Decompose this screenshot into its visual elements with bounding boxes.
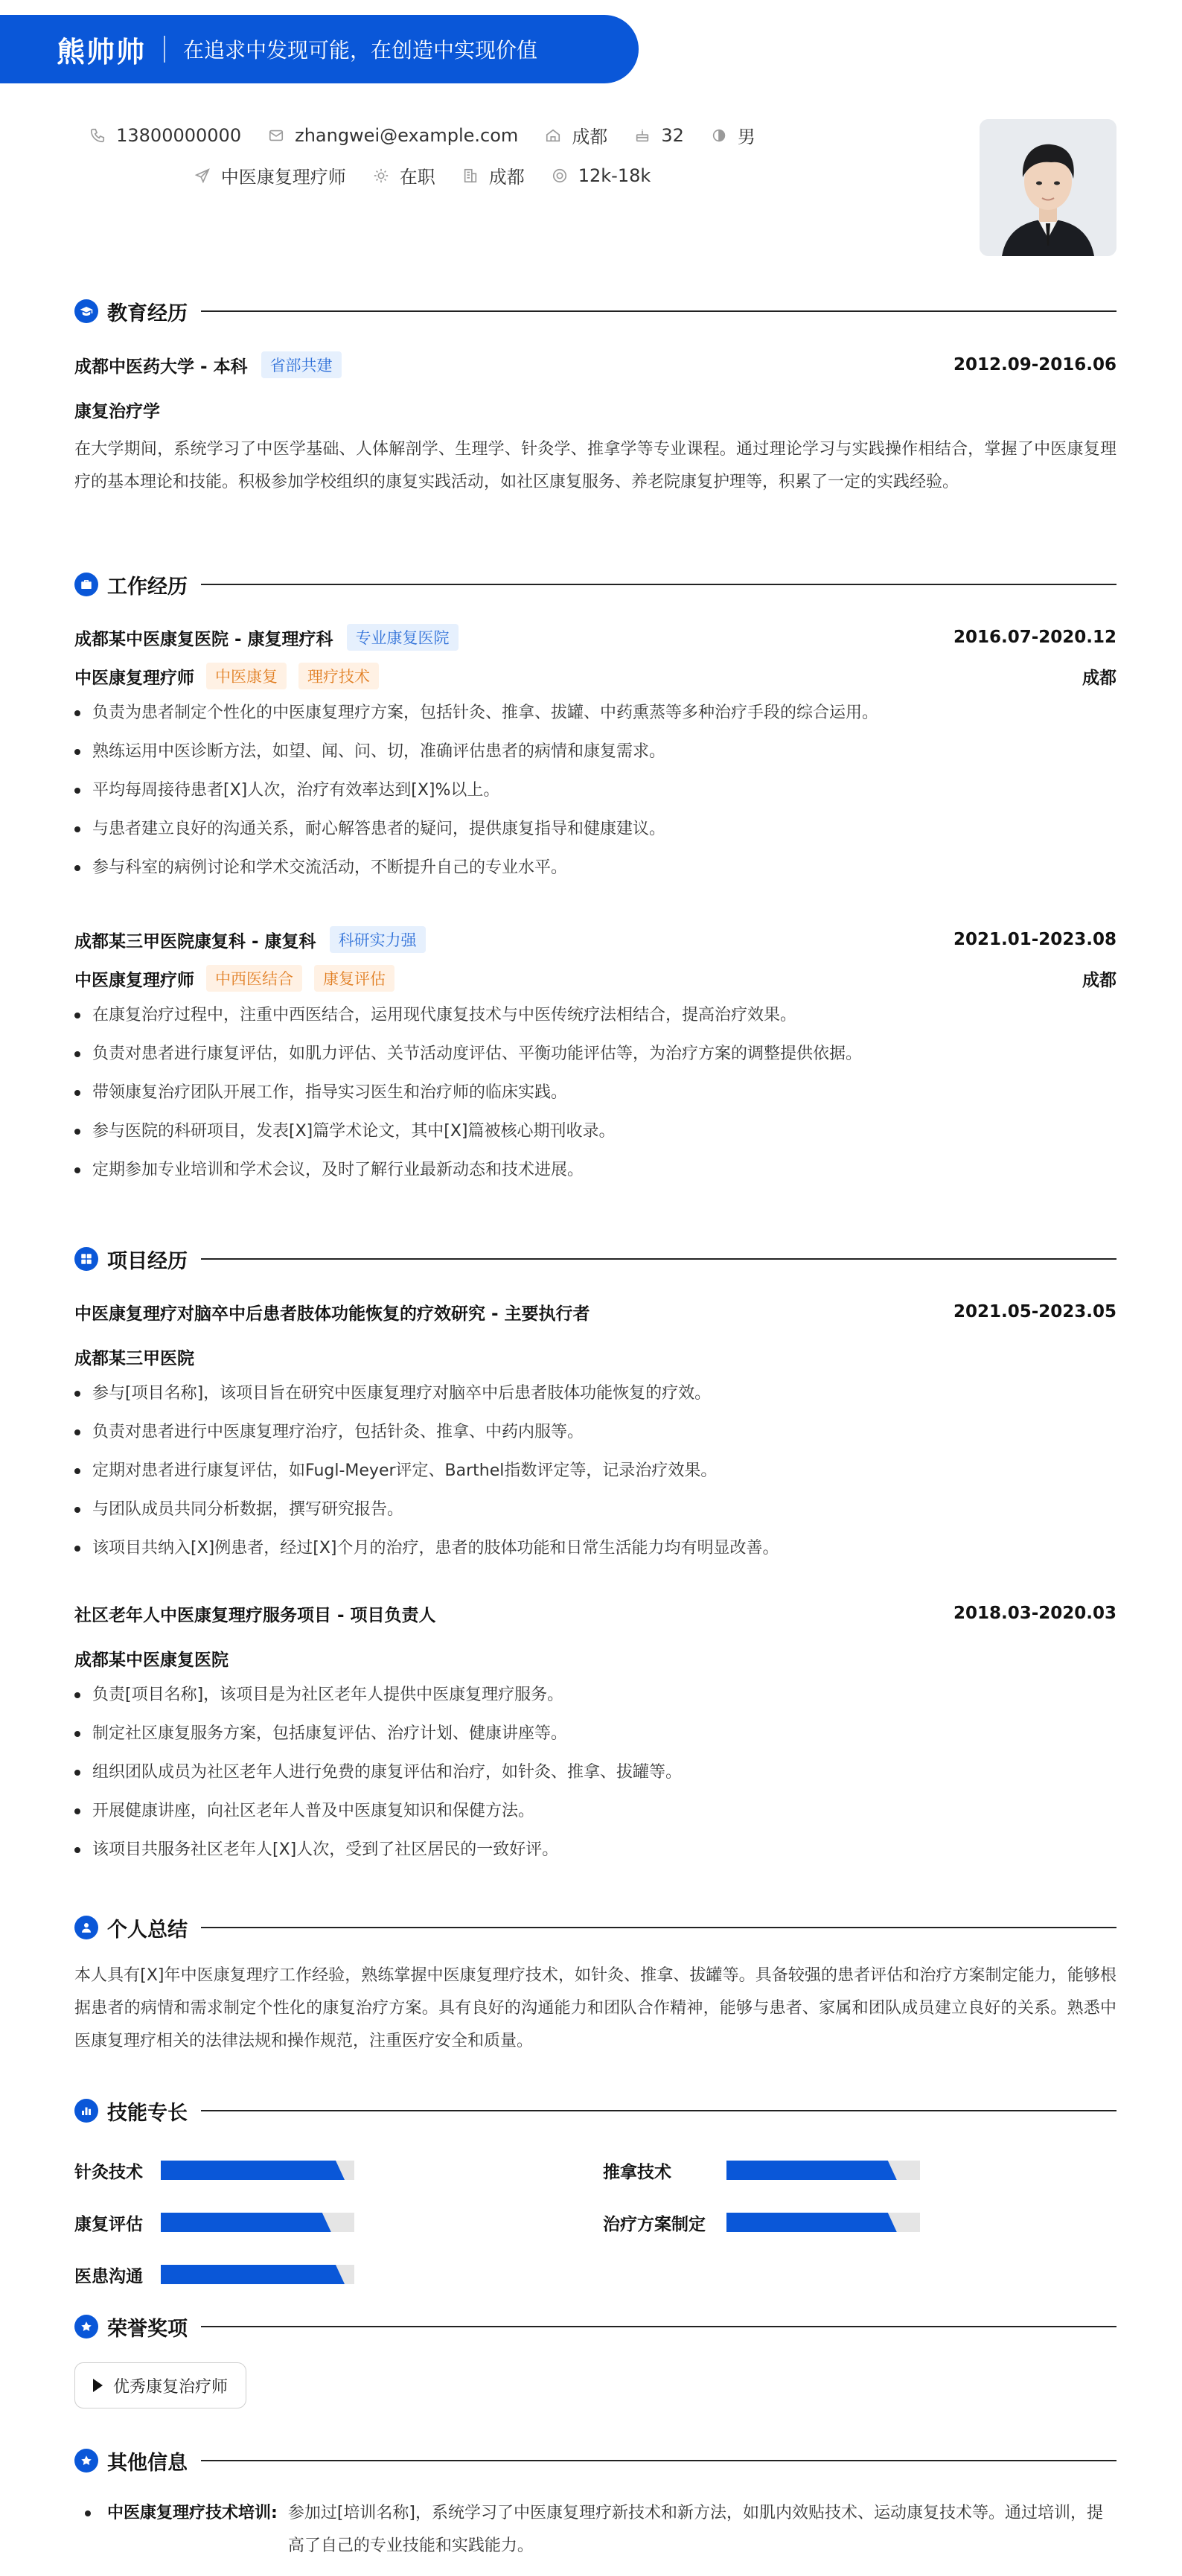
list-item: 平均每周接待患者[X]人次，治疗有效率达到[X]%以上。 [74, 771, 1116, 810]
medal-icon [74, 2315, 98, 2339]
bullet-dot [85, 2510, 91, 2516]
building-icon [462, 168, 479, 184]
project-org: 成都某三甲医院 [74, 1348, 194, 1368]
list-item: 组织团队成员为社区老年人进行免费的康复评估和治疗，如针灸、推拿、拔罐等。 [74, 1753, 1116, 1792]
contact-salary [552, 165, 651, 186]
skill-name: 医患沟通 [74, 2266, 143, 2286]
education-date: 2012.09-2016.06 [953, 355, 1116, 374]
grid-icon [74, 1247, 98, 1271]
job-location: 成都 [1082, 970, 1116, 990]
home-icon [545, 127, 561, 144]
section-rule [201, 1258, 1116, 1260]
section-rule [201, 2460, 1116, 2461]
role-tag: 中西医结合 [206, 965, 302, 992]
other-text: 参加过[培训名称]，系统学习了中医康复理疗新技术和新方法，如肌内效贴技术、运动康复技术等。通过培训，提高了自己的专业技能和实践能力。 [287, 2504, 1103, 2555]
salary-text: 12k-18k [578, 165, 651, 186]
section-rule [201, 2110, 1116, 2111]
city-text: 成都 [488, 167, 525, 188]
section-rule [201, 1927, 1116, 1928]
skill-item [603, 2211, 706, 2234]
profile-photo [980, 119, 1116, 256]
skill-name: 推拿技术 [603, 2162, 671, 2182]
job-location: 成都 [1082, 668, 1116, 688]
coin-icon [552, 168, 568, 184]
phone-icon [89, 127, 106, 144]
section-title: 技能专长 [107, 2101, 188, 2125]
work-bullets [74, 694, 1116, 887]
contact-age [634, 125, 684, 146]
info-icon [74, 2449, 98, 2473]
play-triangle-icon [93, 2379, 103, 2392]
other-label: 中医康复理疗技术培训: [107, 2504, 278, 2522]
contact-row-secondary [0, 162, 845, 188]
section-title: 工作经历 [107, 575, 188, 599]
project-title: 中医康复理疗对脑卒中后患者肢体功能恢复的疗效研究 - 主要执行者 [74, 1304, 590, 1324]
skill-bar-fill [161, 2161, 345, 2180]
hometown-text: 成都 [572, 127, 608, 147]
list-item: 负责[项目名称]，该项目是为社区老年人提供中医康复理疗服务。 [74, 1676, 1116, 1715]
skill-name: 针灸技术 [74, 2162, 143, 2182]
age-text: 32 [661, 124, 684, 146]
skill-item [603, 2159, 671, 2181]
contact-row-primary [0, 122, 845, 148]
gender-icon [711, 127, 727, 144]
work-entry [74, 926, 1116, 1190]
skill-name: 治疗方案制定 [603, 2214, 706, 2234]
phone-text: 13800000000 [116, 124, 242, 146]
role-tag: 理疗技术 [298, 663, 379, 689]
education-description: 在大学期间，系统学习了中医学基础、人体解剖学、生理学、针灸学、推拿学等专业课程。通过理论学习与实践操作相结合，掌握了中医康复理疗的基本理论和技能。积极参加学校组织的康复实践活动，如社区康复服务、养老院康复护理等，积累了一定的实践经验。 [74, 440, 1116, 491]
skill-bar [161, 2265, 354, 2284]
project-date: 2018.03-2020.03 [953, 1604, 1116, 1623]
summary-block [74, 1960, 1116, 2058]
contact-status [373, 162, 435, 188]
skill-bar [161, 2213, 354, 2232]
company-tag: 专业康复医院 [347, 624, 459, 651]
work-bullets [74, 996, 1116, 1190]
header-divider [164, 36, 165, 63]
cake-icon [634, 127, 651, 144]
list-item: 负责对患者进行康复评估，如肌力评估、关节活动度评估、平衡功能评估等，为治疗方案的调整提供依据。 [74, 1035, 1116, 1074]
school-tag: 省部共建 [261, 351, 342, 378]
graduation-cap-icon [74, 299, 98, 323]
summary-text: 本人具有[X]年中医康复理疗工作经验，熟练掌握中医康复理疗技术，如针灸、推拿、拔罐等。具备较强的患者评估和治疗方案制定能力，能够根据患者的病情和需求制定个性化的康复治疗方案。具有良好的沟通能力和团队合作精神，能够与患者、家属和团队成员建立良好的关系。熟悉中医康复理疗相关的法律法规和操作规范，注重医疗安全和质量。 [74, 1966, 1116, 2050]
briefcase-icon [74, 573, 98, 596]
other-item [74, 2497, 1116, 2563]
list-item: 带领康复治疗团队开展工作，指导实习医生和治疗师的临床实践。 [74, 1074, 1116, 1112]
section-title: 教育经历 [107, 302, 188, 325]
list-item: 与团队成员共同分析数据，撰写研究报告。 [74, 1491, 1116, 1529]
list-item: 与患者建立良好的沟通关系，耐心解答患者的疑问，提供康复指导和健康建议。 [74, 810, 1116, 849]
section-title: 其他信息 [107, 2451, 188, 2475]
company-tag: 科研实力强 [330, 926, 426, 953]
project-org: 成都某中医康复医院 [74, 1650, 229, 1670]
contact-hometown [545, 122, 607, 148]
contact-phone [89, 125, 241, 146]
award-chip [74, 2362, 246, 2408]
section-rule [201, 584, 1116, 585]
school-name: 成都中医药大学 - 本科 [74, 357, 248, 377]
section-education [74, 296, 1116, 326]
major-name: 康复治疗学 [74, 401, 160, 421]
project-date: 2021.05-2023.05 [953, 1302, 1116, 1322]
job-role: 中医康复理疗师 [74, 970, 194, 990]
section-title: 个人总结 [107, 1918, 188, 1942]
project-entry [74, 1600, 1116, 1869]
skill-bar-fill [726, 2161, 897, 2180]
project-bullets [74, 1676, 1116, 1869]
list-item: 定期参加专业培训和学术会议，及时了解行业最新动态和技术进展。 [74, 1151, 1116, 1190]
skill-item [74, 2263, 143, 2286]
list-item: 负责为患者制定个性化的中医康复理疗方案，包括针灸、推拿、拔罐、中药熏蒸等多种治疗手段的综合运用。 [74, 694, 1116, 733]
list-item: 定期对患者进行康复评估，如Fugl-Meyer评定、Barthel指数评定等，记录治疗效果。 [74, 1452, 1116, 1491]
company-name: 成都某三甲医院康复科 - 康复科 [74, 931, 316, 951]
list-item: 开展健康讲座，向社区老年人普及中医康复知识和保健方法。 [74, 1792, 1116, 1831]
list-item: 该项目共纳入[X]例患者，经过[X]个月的治疗，患者的肢体功能和日常生活能力均有明显改善。 [74, 1529, 1116, 1568]
user-icon [74, 1916, 98, 1939]
list-item: 参与科室的病例讨论和学术交流活动，不断提升自己的专业水平。 [74, 849, 1116, 887]
section-rule [201, 310, 1116, 312]
project-title: 社区老年人中医康复理疗服务项目 - 项目负责人 [74, 1605, 436, 1625]
list-item: 制定社区康复服务方案，包括康复评估、治疗计划、健康讲座等。 [74, 1715, 1116, 1753]
contact-city [462, 162, 525, 188]
contact-position [194, 162, 346, 188]
list-item: 熟练运用中医诊断方法，如望、闻、问、切，准确评估患者的病情和康复需求。 [74, 733, 1116, 771]
award-name: 优秀康复治疗师 [113, 2377, 229, 2397]
skill-bar-fill [726, 2213, 897, 2232]
skills-grid [74, 2159, 1116, 2323]
chart-bar-icon [74, 2099, 98, 2123]
section-summary [74, 1913, 1116, 1942]
send-icon [194, 168, 211, 184]
candidate-name: 熊帅帅 [57, 35, 147, 68]
email-text: zhangwei@example.com [295, 124, 519, 146]
skill-bar-fill [161, 2213, 331, 2232]
skill-item [74, 2159, 143, 2181]
company-name: 成都某中医康复医院 - 康复理疗科 [74, 629, 333, 649]
list-item: 参与[项目名称]，该项目旨在研究中医康复理疗对脑卒中后患者肢体功能恢复的疗效。 [74, 1374, 1116, 1413]
skill-bar [161, 2161, 354, 2180]
list-item: 该项目共服务社区老年人[X]人次，受到了社区居民的一致好评。 [74, 1831, 1116, 1869]
skill-item [74, 2211, 143, 2234]
section-title: 项目经历 [107, 1249, 188, 1273]
skill-name: 康复评估 [74, 2214, 143, 2234]
candidate-motto: 在追求中发现可能，在创造中实现价值 [183, 38, 538, 63]
job-role: 中医康复理疗师 [74, 668, 194, 688]
section-other [74, 2446, 1116, 2475]
contact-gender [711, 122, 755, 148]
list-item: 在康复治疗过程中，注重中西医结合，运用现代康复技术与中医传统疗法相结合，提高治疗效果。 [74, 996, 1116, 1035]
status-text: 在职 [399, 167, 435, 188]
position-text: 中医康复理疗师 [220, 167, 346, 188]
section-work [74, 570, 1116, 599]
list-item: 参与医院的科研项目，发表[X]篇学术论文，其中[X]篇被核心期刊收录。 [74, 1112, 1116, 1151]
sun-icon [373, 168, 389, 184]
section-awards [74, 2312, 1116, 2341]
project-bullets [74, 1374, 1116, 1568]
header-banner [0, 15, 639, 83]
mail-icon [268, 127, 284, 144]
section-skills [74, 2096, 1116, 2126]
role-tag: 康复评估 [314, 965, 394, 992]
skill-bar [726, 2161, 920, 2180]
section-title: 荣誉奖项 [107, 2317, 188, 2341]
work-date: 2021.01-2023.08 [953, 930, 1116, 949]
project-entry [74, 1298, 1116, 1568]
section-projects [74, 1244, 1116, 1274]
role-tag: 中医康复 [206, 663, 287, 689]
skill-bar-fill [161, 2265, 345, 2284]
work-date: 2016.07-2020.12 [953, 628, 1116, 647]
education-entry [74, 351, 1116, 499]
skill-bar [726, 2213, 920, 2232]
gender-text: 男 [737, 127, 755, 147]
contact-email [268, 125, 518, 146]
work-entry [74, 624, 1116, 887]
section-rule [201, 2326, 1116, 2327]
list-item: 负责对患者进行中医康复理疗治疗，包括针灸、推拿、中药内服等。 [74, 1413, 1116, 1452]
